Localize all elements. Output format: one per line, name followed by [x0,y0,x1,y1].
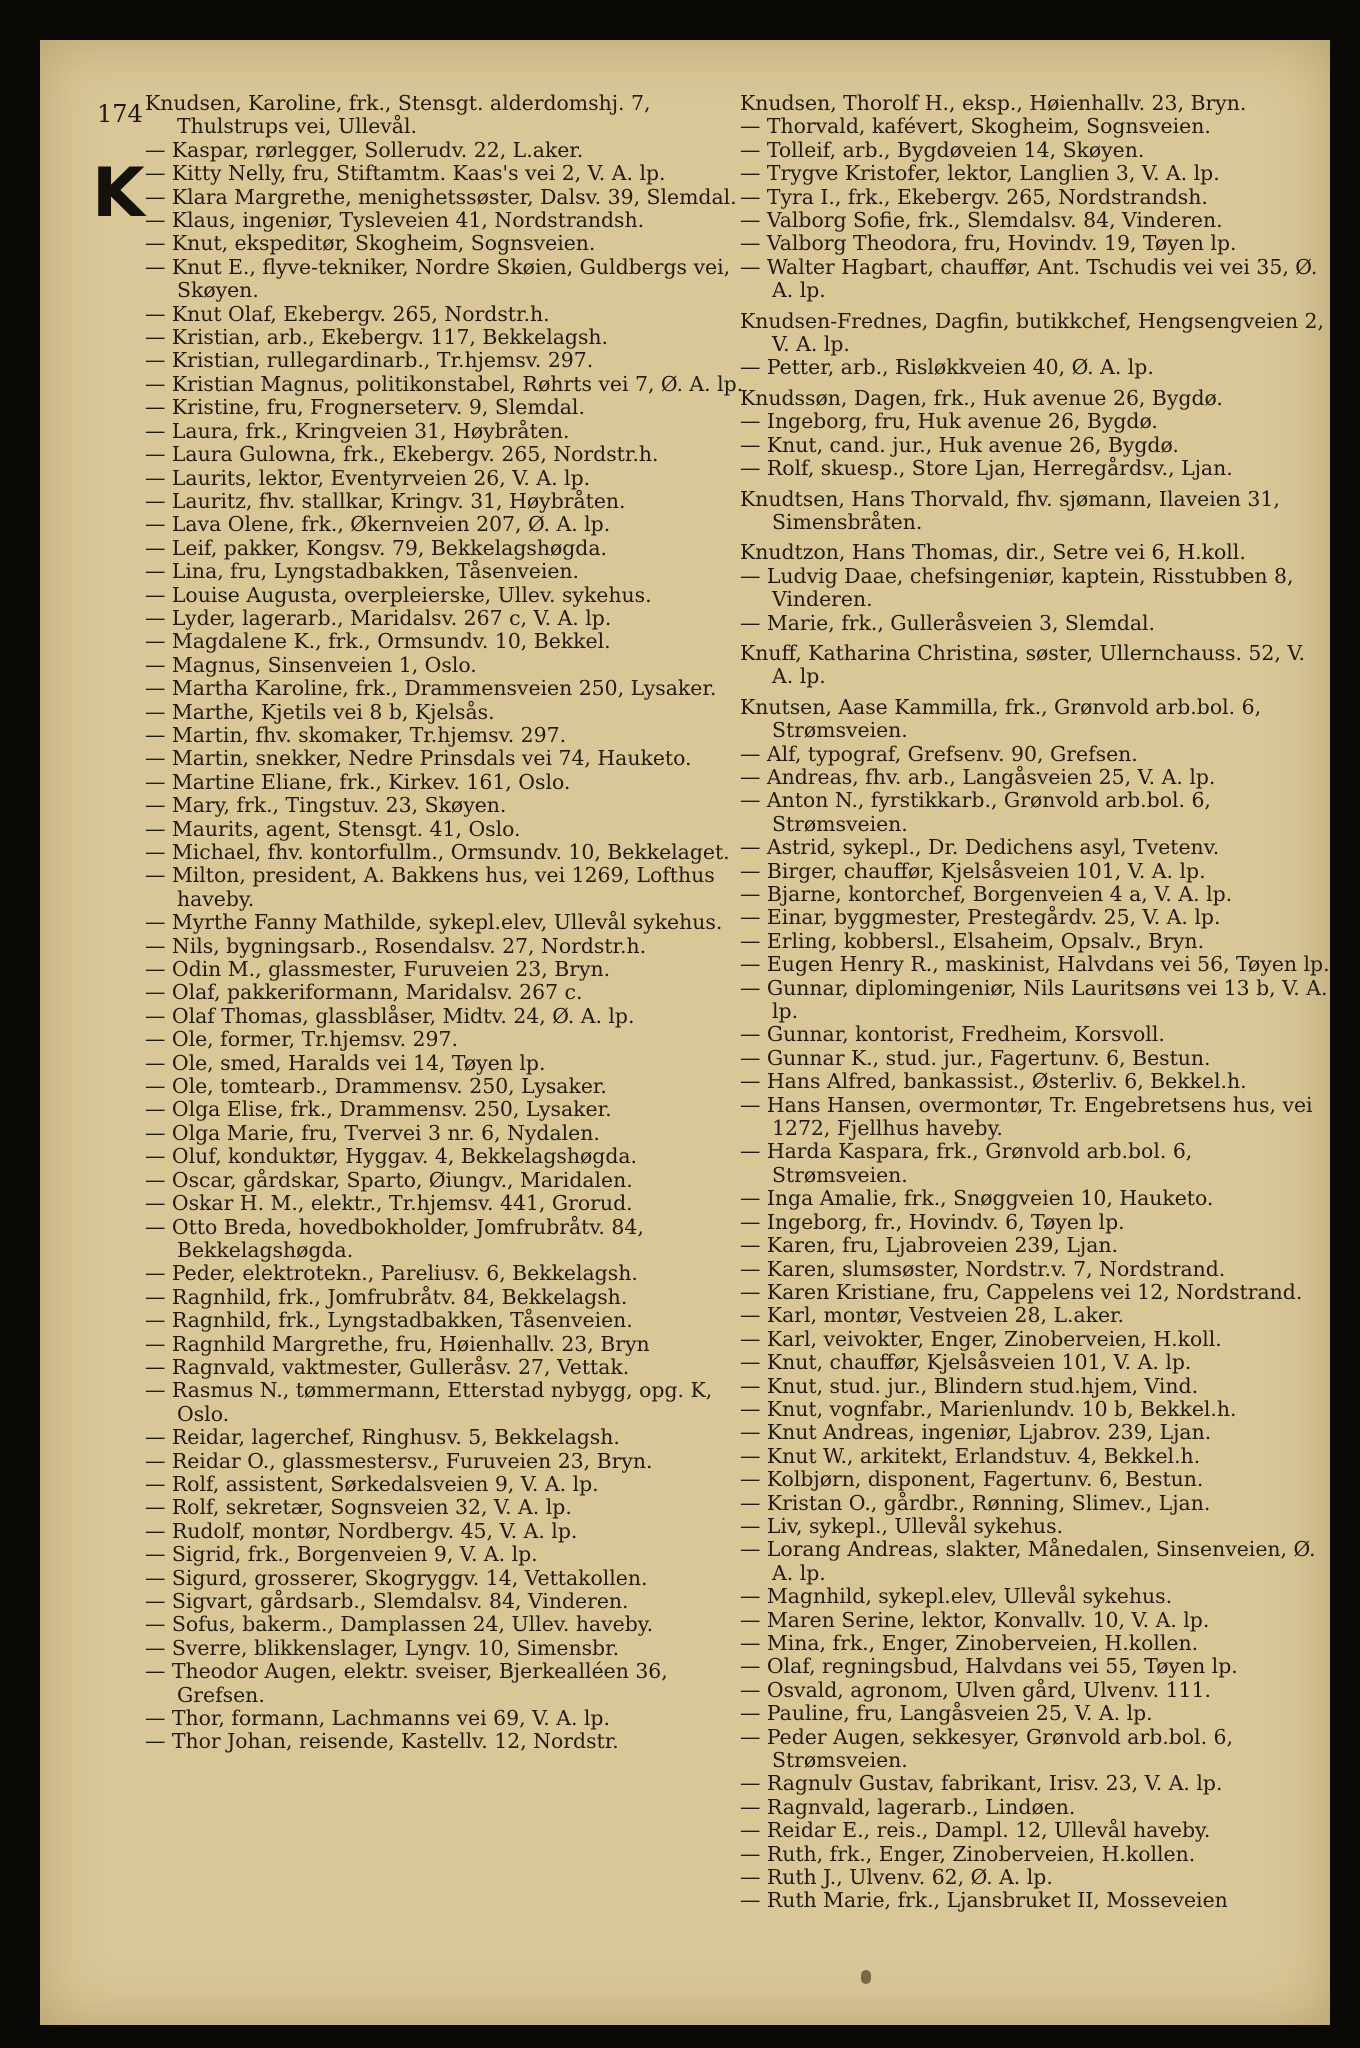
directory-entry: — Osvald, agronom, Ulven gård, Ulvenv. 111. [740,1677,1211,1702]
directory-entry: — Sigvart, gårdsarb., Slemdalsv. 84, Vinderen. [145,1589,629,1613]
directory-entry: — Knut, cand. jur., Huk avenue 26, Bygdø. [740,432,1179,457]
right-column [740,92,1330,1913]
directory-entry: — Marie, frk., Gulleråsveien 3, Slemdal. [740,610,1156,635]
directory-entry: — Lina, fru, Lyngstadbakken, Tåsenveien. [145,559,580,584]
directory-entry: — Ingeborg, fr., Hovindv. 6, Tøyen lp. [740,1209,1125,1234]
directory-entry: — Peder, elektrotekn., Pareliusv. 6, Bekkelagsh. [145,1261,638,1286]
directory-entry: — Ragnulv Gustav, fabrikant, Irisv. 23, V. A. lp. [740,1771,1223,1796]
directory-entry: — Tolleif, arb., Bygdøveien 14, Skøyen. [740,137,1145,162]
directory-entry: — Odin M., glassmester, Furuveien 23, Bryn. [145,957,611,982]
ink-spot [861,1970,871,1984]
directory-page [40,40,1330,2025]
directory-entry: — Alf, typograf, Grefsenv. 90, Grefsen. [740,741,1138,766]
directory-entry: — Liv, sykepl., Ullevål sykehus. [740,1513,1064,1538]
directory-entry: — Mary, frk., Tingstuv. 23, Skøyen. [145,793,507,818]
directory-entry: — Reidar O., glassmestersv., Furuveien 23, Bryn. [145,1448,653,1473]
directory-entry: — Knut, stud. jur., Blindern stud.hjem, Vind. [740,1373,1199,1398]
directory-entry: — Andreas, fhv. arb., Langåsveien 25, V. A. lp. [740,764,1216,789]
directory-entry: Knudssøn, Dagen, frk., Huk avenue 26, Bygdø. [740,385,1223,410]
directory-entry: — Ruth Marie, frk., Ljansbruket II, Mosseveien [740,1888,1228,1913]
directory-entry: — Walter Hagbart, chauffør, Ant. Tschudis vei vei 35, Ø. A. lp. [740,254,1318,303]
directory-entry: — Knut W., arkitekt, Erlandstuv. 4, Bekkel.h. [740,1443,1201,1468]
directory-entry: — Hans Hansen, overmontør, Tr. Engebretsens hus, vei 1272, Fjellhus haveby. [740,1092,1313,1141]
directory-entry: — Lyder, lagerarb., Maridalsv. 267 c, V. A. lp. [145,605,612,630]
directory-entry: — Kristine, fru, Frognerseterv. 9, Slemdal. [145,395,585,420]
directory-entry: — Knut, chauffør, Kjelsåsveien 101, V. A. lp. [740,1350,1192,1375]
directory-entry: — Peder Augen, sekkesyer, Grønvold arb.bol. 6, Strømsveien. [740,1724,1233,1773]
directory-entry: Knudsen, Thorolf H., eksp., Høienhallv. 23, Bryn. [740,91,1247,115]
directory-entry: — Rudolf, montør, Nordbergv. 45, V. A. lp. [145,1518,578,1543]
directory-entry: — Sofus, bakerm., Damplassen 24, Ullev. haveby. [145,1612,654,1637]
directory-entry: — Ole, tomtearb., Drammensv. 250, Lysaker. [145,1074,607,1099]
directory-entry: — Kitty Nelly, fru, Stiftamtm. Kaas's vei 2, V. A. lp. [145,161,666,186]
directory-entry: — Gunnar K., stud. jur., Fagertunv. 6, Bestun. [740,1045,1211,1070]
directory-entry: — Magnus, Sinsenveien 1, Oslo. [145,652,477,677]
directory-entry: — Kaspar, rørlegger, Sollerudv. 22, L.aker. [145,137,584,162]
directory-entry: — Eugen Henry R., maskinist, Halvdans vei 56, Tøyen lp. [740,952,1330,977]
section-letter: K [92,154,145,233]
directory-entry: Knudtsen, Hans Thorvald, fhv. sjømann, Ilaveien 31, Simensbråten. [740,486,1280,534]
directory-entry: — Sverre, blikkenslager, Lyngv. 10, Simensbr. [145,1635,620,1660]
directory-entry: Knudsen, Karoline, frk., Stensgt. alderdomshj. 7, Thulstrups vei, Ullevål. [145,91,651,139]
directory-entry: — Maurits, agent, Stensgt. 41, Oslo. [145,816,521,841]
directory-entry: — Knut, vognfabr., Marienlundv. 10 b, Bekkel.h. [740,1396,1237,1421]
directory-entry: — Martin, snekker, Nedre Prinsdals vei 74, Hauketo. [145,746,692,771]
directory-entry: — Laura, frk., Kringveien 31, Høybråten. [145,418,570,443]
directory-entry: — Valborg Sofie, frk., Slemdalsv. 84, Vinderen. [740,208,1223,233]
directory-entry: Knutsen, Aase Kammilla, frk., Grønvold arb.bol. 6, Strømsveien. [740,694,1262,743]
directory-entry: — Sigrid, frk., Borgenveien 9, V. A. lp. [145,1542,538,1567]
directory-entry: — Kristian, arb., Ekebergv. 117, Bekkelagsh. [145,325,609,350]
directory-entry: — Theodor Augen, elektr. sveiser, Bjerkealléen 36, Grefsen. [145,1659,668,1707]
directory-entry: — Karen Kristiane, fru, Cappelens vei 12, Nordstrand. [740,1279,1303,1304]
directory-entry: — Mina, frk., Enger, Zinoberveien, H.kollen. [740,1631,1199,1655]
directory-entry: — Laura Gulowna, frk., Ekebergv. 265, Nordstr.h. [145,442,659,467]
directory-entry: — Magdalene K., frk., Ormsundv. 10, Bekkel. [145,629,611,654]
directory-entry: — Gunnar, kontorist, Fredheim, Korsvoll. [740,1022,1165,1047]
directory-entry: — Rolf, skuesp., Store Ljan, Herregårdsv., Ljan. [740,456,1233,481]
directory-entry: — Thor Johan, reisende, Kastellv. 12, Nordstr. [145,1729,619,1754]
directory-entry: — Kristian, rullegardinarb., Tr.hjemsv. 297. [145,348,594,373]
directory-entry: — Olga Elise, frk., Drammensv. 250, Lysaker. [145,1097,612,1122]
directory-entry: — Ole, smed, Haralds vei 14, Tøyen lp. [145,1050,546,1075]
directory-entry: — Maren Serine, lektor, Konvallv. 10, V. A. lp. [740,1607,1210,1632]
directory-entry: — Knut Olaf, Ekebergv. 265, Nordstr.h. [145,301,550,326]
directory-entry: — Karen, fru, Ljabroveien 239, Ljan. [740,1233,1118,1258]
directory-entry: — Lorang Andreas, slakter, Månedalen, Sinsenveien, Ø. A. lp. [740,1537,1316,1585]
directory-entry: — Birger, chauffør, Kjelsåsveien 101, V. A. lp. [740,858,1206,883]
directory-entry: — Oskar H. M., elektr., Tr.hjemsv. 441, Grorud. [145,1191,633,1216]
directory-entry: — Kolbjørn, disponent, Fagertunv. 6, Bestun. [740,1467,1204,1492]
directory-entry: — Magnhild, sykepl.elev, Ullevål sykehus. [740,1584,1173,1609]
directory-entry: — Ragnhild, frk., Lyngstadbakken, Tåsenveien. [145,1308,633,1333]
directory-entry: — Pauline, fru, Langåsveien 25, V. A. lp. [740,1701,1153,1726]
directory-entry: — Anton N., fyrstikkarb., Grønvold arb.bol. 6, Strømsveien. [740,788,1211,836]
directory-entry: — Gunnar, diplomingeniør, Nils Lauritsøns vei 13 b, V. A. lp. [740,975,1328,1024]
directory-entry: — Klara Margrethe, menighetssøster, Dalsv. 39, Slemdal. [145,184,737,209]
directory-entry: — Karl, veivokter, Enger, Zinoberveien, H.koll. [740,1326,1222,1351]
directory-entry: — Knut E., flyve-tekniker, Nordre Skøien, Guldbergs vei, Skøyen. [145,254,731,303]
directory-entry: — Ragnhild Margrethe, fru, Høienhallv. 23, Bryn [145,1331,650,1356]
directory-entry: — Ludvig Daae, chefsingeniør, kaptein, Risstubben 8, Vinderen. [740,563,1294,612]
directory-entry: Knudtzon, Hans Thomas, dir., Setre vei 6, H.koll. [740,540,1246,565]
directory-entry: — Kristian Magnus, politikonstabel, Røhrts vei 7, Ø. A. lp. [145,371,744,396]
directory-entry: — Sigurd, grosserer, Skogryggv. 14, Vettakollen. [145,1565,648,1590]
directory-entry: — Laurits, lektor, Eventyrveien 26, V. A. lp. [145,465,591,490]
directory-entry: — Knut, ekspeditør, Skogheim, Sognsveien. [145,231,596,256]
directory-entry: — Tyra I., frk., Ekebergv. 265, Nordstrandsh. [740,184,1208,209]
directory-entry: — Marthe, Kjetils vei 8 b, Kjelsås. [145,699,495,724]
directory-entry: — Reidar E., reis., Dampl. 12, Ullevål haveby. [740,1818,1211,1843]
directory-entry: — Nils, bygningsarb., Rosendalsv. 27, Nordstr.h. [145,933,647,958]
directory-entry: — Valborg Theodora, fru, Hovindv. 19, Tøyen lp. [740,231,1237,256]
directory-entry: Knudsen-Frednes, Dagfin, butikkchef, Hengsengveien 2, V. A. lp. [740,308,1325,357]
directory-entry: — Ragnvald, vaktmester, Gulleråsv. 27, Vettak. [145,1354,630,1379]
directory-entry: — Reidar, lagerchef, Ringhusv. 5, Bekkelagsh. [145,1425,620,1450]
directory-entry: — Olaf, pakkeriformann, Maridalsv. 267 c. [145,980,583,1005]
left-column [145,92,745,1754]
directory-entry: Knuff, Katharina Christina, søster, Ullernchauss. 52, V. A. lp. [740,640,1305,689]
directory-entry: — Martin, fhv. skomaker, Tr.hjemsv. 297. [145,722,567,747]
directory-entry: — Martha Karoline, frk., Drammensveien 250, Lysaker. [145,676,717,701]
directory-entry: — Michael, fhv. kontorfullm., Ormsundv. 10, Bekkelaget. [145,840,730,864]
directory-entry: — Trygve Kristofer, lektor, Langlien 3, V. A. lp. [740,161,1220,186]
directory-entry: — Ruth, frk., Enger, Zinoberveien, H.kollen. [740,1841,1196,1866]
directory-entry: — Rolf, assistent, Sørkedalsveien 9, V. A. lp. [145,1471,599,1496]
directory-entry: — Martine Eliane, frk., Kirkev. 161, Oslo. [145,769,571,794]
directory-entry: — Ragnvald, lagerarb., Lindøen. [740,1794,1076,1819]
page-number: 174 [97,100,143,128]
directory-entry: — Bjarne, kontorchef, Borgenveien 4 a, V. A. lp. [740,882,1233,906]
directory-entry: — Oscar, gårdskar, Sparto, Øiungv., Maridalen. [145,1167,633,1192]
directory-entry: — Olaf, regningsbud, Halvdans vei 55, Tøyen lp. [740,1654,1238,1679]
directory-entry: — Louise Augusta, overpleierske, Ullev. sykehus. [145,582,652,607]
directory-entry: — Karen, slumsøster, Nordstr.v. 7, Nordstrand. [740,1256,1226,1281]
directory-entry: — Ole, former, Tr.hjemsv. 297. [145,1027,458,1052]
directory-entry: — Thorvald, kafévert, Skogheim, Sognsveien. [740,114,1211,139]
directory-entry: — Lava Olene, frk., Økernveien 207, Ø. A. lp. [145,512,611,537]
directory-entry: — Kristan O., gårdbr., Rønning, Slimev., Ljan. [740,1490,1211,1515]
directory-entry: — Rasmus N., tømmermann, Etterstad nybygg, opg. K, Oslo. [145,1378,713,1426]
directory-entry: — Lauritz, fhv. stallkar, Kringv. 31, Høybråten. [145,488,626,513]
directory-entry: — Karl, montør, Vestveien 28, L.aker. [740,1303,1125,1328]
directory-entry: — Otto Breda, hovedbokholder, Jomfrubråtv. 84, Bekkelagshøgda. [145,1214,644,1262]
directory-entry: — Ingeborg, fru, Huk avenue 26, Bygdø. [740,409,1158,434]
directory-entry: — Myrthe Fanny Mathilde, sykepl.elev, Ullevål sykehus. [145,910,723,935]
directory-entry: — Knut Andreas, ingeniør, Ljabrov. 239, Ljan. [740,1420,1212,1445]
directory-entry: — Hans Alfred, bankassist., Østerliv. 6, Bekkel.h. [740,1069,1247,1094]
directory-entry: — Petter, arb., Risløkkveien 40, Ø. A. lp. [740,355,1154,380]
directory-entry: — Erling, kobbersl., Elsaheim, Opsalv., Bryn. [740,928,1205,953]
directory-entry: — Astrid, sykepl., Dr. Dedichens asyl, Tvetenv. [740,835,1220,860]
directory-entry: — Olga Marie, fru, Tvervei 3 nr. 6, Nydalen. [145,1120,600,1145]
directory-entry: — Klaus, ingeniør, Tysleveien 41, Nordstrandsh. [145,208,645,233]
directory-entry: — Einar, byggmester, Prestegårdv. 25, V. A. lp. [740,905,1221,930]
directory-entry: — Milton, president, A. Bakkens hus, vei 1269, Lofthus haveby. [145,863,715,911]
directory-entry: — Ragnhild, frk., Jomfrubråtv. 84, Bekkelagsh. [145,1284,628,1309]
directory-entry: — Ruth J., Ulvenv. 62, Ø. A. lp. [740,1865,1053,1890]
directory-entry: — Harda Kaspara, frk., Grønvold arb.bol. 6, Strømsveien. [740,1139,1193,1187]
directory-entry: — Inga Amalie, frk., Snøggveien 10, Hauketo. [740,1186,1214,1211]
directory-entry: — Oluf, konduktør, Hyggav. 4, Bekkelagshøgda. [145,1144,638,1169]
directory-entry: — Thor, formann, Lachmanns vei 69, V. A. lp. [145,1706,610,1731]
directory-entry: — Rolf, sekretær, Sognsveien 32, V. A. lp. [145,1495,572,1520]
directory-entry: — Leif, pakker, Kongsv. 79, Bekkelagshøgda. [145,535,608,560]
directory-entry: — Olaf Thomas, glassblåser, Midtv. 24, Ø. A. lp. [145,1003,635,1028]
